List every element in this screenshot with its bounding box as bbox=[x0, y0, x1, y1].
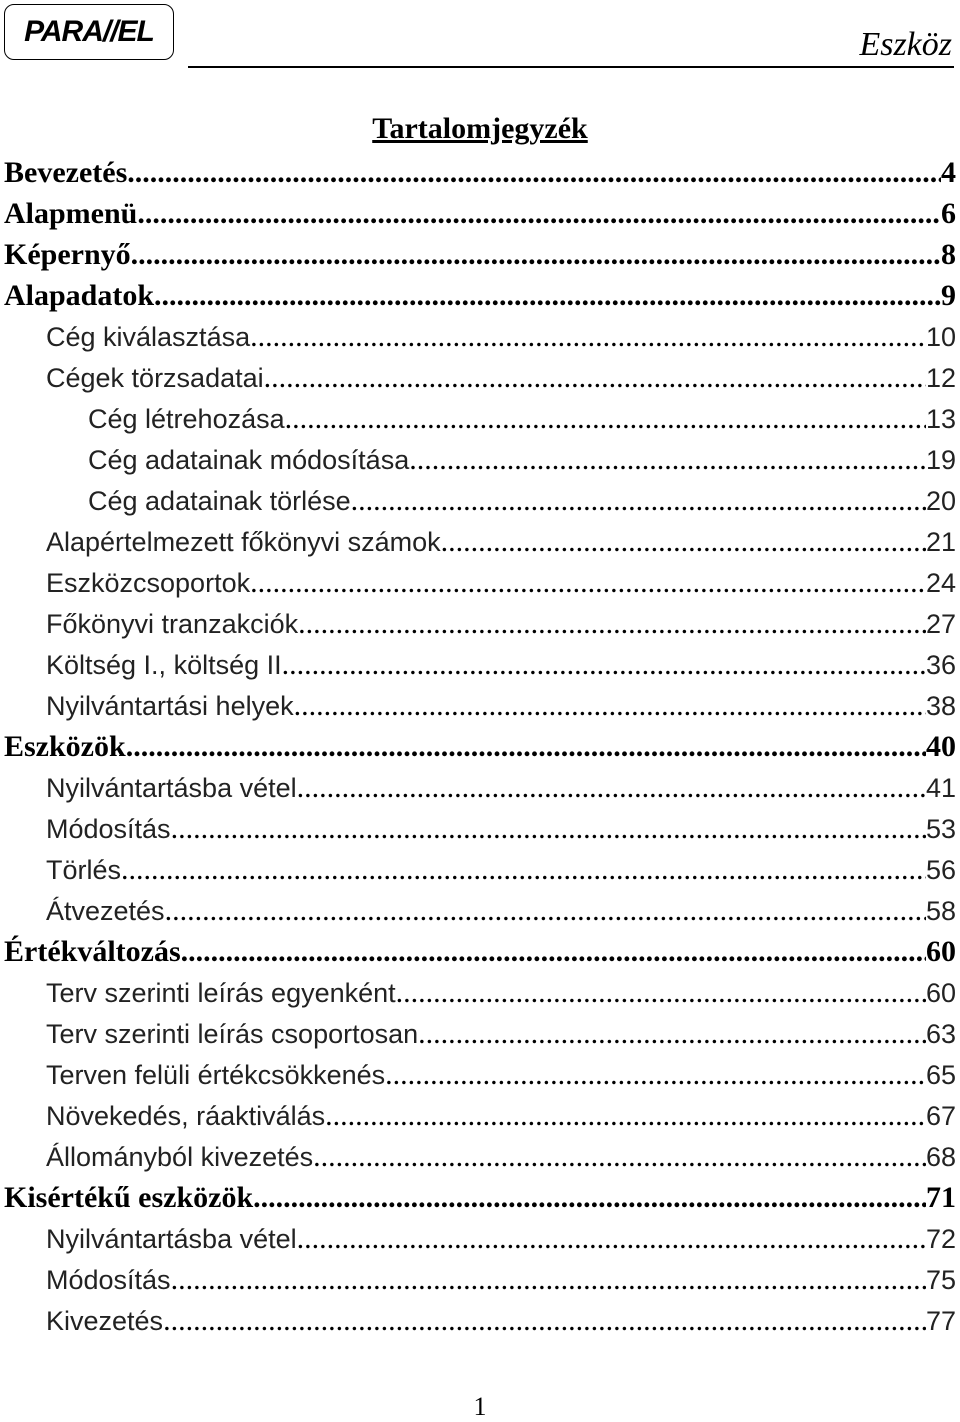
toc-entry-page: 75 bbox=[925, 1265, 956, 1295]
toc-entry-page: 58 bbox=[925, 896, 956, 926]
toc-entry-label: Terv szerinti leírás csoportosan bbox=[46, 1019, 419, 1049]
toc-entry[interactable] bbox=[0, 480, 956, 521]
toc-leader-dots bbox=[131, 234, 941, 275]
toc-entry-label: Eszközcsoportok bbox=[46, 568, 251, 598]
toc-entry-label: Cég létrehozása bbox=[88, 404, 285, 434]
toc-entry-page: 6 bbox=[941, 197, 956, 230]
toc-entry-page: 12 bbox=[925, 363, 956, 393]
toc-entry[interactable] bbox=[0, 808, 956, 849]
toc-entry-label: Növekedés, ráaktiválás bbox=[46, 1101, 326, 1131]
toc-entry-label: Terv szerinti leírás egyenként bbox=[46, 978, 396, 1008]
toc-entry-page: 8 bbox=[941, 238, 956, 271]
toc-entry-page: 53 bbox=[925, 814, 956, 844]
toc-entry-label: Alapmenü bbox=[4, 197, 138, 230]
toc-entry[interactable] bbox=[0, 1136, 956, 1177]
toc-entry-page: 40 bbox=[926, 730, 956, 763]
toc-entry[interactable] bbox=[0, 521, 956, 562]
toc-entry[interactable] bbox=[0, 644, 956, 685]
toc-entry-label: Cég kiválasztása bbox=[46, 322, 251, 352]
toc-entry[interactable] bbox=[0, 849, 956, 890]
toc-entry[interactable] bbox=[0, 1300, 956, 1341]
toc-entry-label: Cég adatainak törlése bbox=[88, 486, 351, 516]
toc-entry[interactable] bbox=[0, 152, 956, 193]
toc-entry[interactable] bbox=[0, 562, 956, 603]
toc-entry-label: Cégek törzsadatai bbox=[46, 363, 264, 393]
toc-entry-page: 65 bbox=[925, 1060, 956, 1090]
toc-leader-dots bbox=[298, 603, 926, 644]
toc-leader-dots bbox=[282, 644, 926, 685]
toc-leader-dots bbox=[121, 849, 926, 890]
toc-entry-label: Módosítás bbox=[46, 1265, 171, 1295]
toc-entry-page: 68 bbox=[925, 1142, 956, 1172]
toc-entry-page: 24 bbox=[925, 568, 956, 598]
toc-entry-page: 41 bbox=[925, 773, 956, 803]
toc-leader-dots bbox=[154, 275, 941, 316]
toc-entry[interactable] bbox=[0, 439, 956, 480]
toc-entry-page: 56 bbox=[925, 855, 956, 885]
toc-leader-dots bbox=[126, 726, 926, 767]
toc-leader-dots bbox=[253, 1177, 926, 1218]
page-number: 1 bbox=[473, 1392, 487, 1421]
toc-entry[interactable] bbox=[0, 1177, 956, 1218]
toc-entry-label: Főkönyvi tranzakciók bbox=[46, 609, 299, 639]
toc-leader-dots bbox=[325, 1095, 926, 1136]
header-rule bbox=[188, 66, 954, 68]
parallel-logo bbox=[4, 4, 174, 60]
toc-entry-label: Értékváltozás bbox=[4, 935, 181, 968]
toc-entry-label: Nyilvántartási helyek bbox=[46, 691, 294, 721]
toc-leader-dots bbox=[409, 439, 926, 480]
toc-entry[interactable] bbox=[0, 1054, 956, 1095]
toc-leader-dots bbox=[418, 1013, 926, 1054]
toc-entry[interactable] bbox=[0, 1095, 956, 1136]
toc-entry[interactable] bbox=[0, 316, 956, 357]
toc-leader-dots bbox=[181, 931, 926, 972]
toc-entry[interactable] bbox=[0, 890, 956, 931]
toc-entry-label: Alapértelmezett főkönyvi számok bbox=[46, 527, 441, 557]
toc-leader-dots bbox=[441, 521, 926, 562]
toc-entry-page: 21 bbox=[925, 527, 956, 557]
toc-leader-dots bbox=[250, 316, 926, 357]
toc-entry-label: Kivezetés bbox=[46, 1306, 164, 1336]
toc-entry-label: Átvezetés bbox=[46, 896, 165, 926]
toc-entry-page: 71 bbox=[926, 1181, 956, 1214]
toc-entry-label: Nyilvántartásba vétel bbox=[46, 1224, 297, 1254]
toc-entry[interactable] bbox=[0, 726, 956, 767]
toc-entry-page: 60 bbox=[925, 978, 956, 1008]
toc-leader-dots bbox=[264, 357, 926, 398]
toc-entry[interactable] bbox=[0, 685, 956, 726]
toc-leader-dots bbox=[285, 398, 926, 439]
toc-leader-dots bbox=[351, 480, 926, 521]
toc-leader-dots bbox=[250, 562, 926, 603]
toc-entry-page: 38 bbox=[925, 691, 956, 721]
toc-entry[interactable] bbox=[0, 1259, 956, 1300]
toc-title: Tartalomjegyzék bbox=[372, 112, 588, 145]
toc-entry[interactable] bbox=[0, 603, 956, 644]
toc-entry-label: Képernyő bbox=[4, 238, 131, 271]
toc-entry[interactable] bbox=[0, 234, 956, 275]
toc-leader-dots bbox=[297, 767, 926, 808]
toc-entry-page: 72 bbox=[925, 1224, 956, 1254]
toc-entry[interactable] bbox=[0, 275, 956, 316]
toc-leader-dots bbox=[396, 972, 926, 1013]
toc-entry-label: Alapadatok bbox=[4, 279, 155, 312]
toc-entry[interactable] bbox=[0, 193, 956, 234]
toc-entry-page: 36 bbox=[925, 650, 956, 680]
toc-entry-label: Nyilvántartásba vétel bbox=[46, 773, 297, 803]
toc-entry-page: 10 bbox=[925, 322, 956, 352]
toc-entry[interactable] bbox=[0, 1013, 956, 1054]
toc-leader-dots bbox=[171, 808, 926, 849]
toc-entry-label: Cég adatainak módosítása bbox=[88, 445, 410, 475]
toc-entry[interactable] bbox=[0, 931, 956, 972]
toc-entry-label: Bevezetés bbox=[4, 156, 128, 189]
toc-leader-dots bbox=[297, 1218, 926, 1259]
toc-entry-page: 9 bbox=[941, 279, 956, 312]
toc-list bbox=[0, 152, 956, 1341]
header-title: Eszköz bbox=[859, 26, 952, 63]
toc-entry-page: 67 bbox=[925, 1101, 956, 1131]
toc-leader-dots bbox=[163, 1300, 926, 1341]
toc-entry-label: Terven felüli értékcsökkenés bbox=[46, 1060, 386, 1090]
logo-text: PARA//EL bbox=[24, 15, 154, 48]
toc-entry-page: 27 bbox=[925, 609, 956, 639]
toc-entry-label: Költség I., költség II bbox=[46, 650, 282, 680]
toc-entry-page: 19 bbox=[925, 445, 956, 475]
toc-entry[interactable] bbox=[0, 972, 956, 1013]
toc-entry[interactable] bbox=[0, 357, 956, 398]
toc-leader-dots bbox=[137, 193, 941, 234]
toc-entry[interactable] bbox=[0, 1218, 956, 1259]
toc-entry-page: 60 bbox=[926, 935, 956, 968]
toc-entry-page: 63 bbox=[925, 1019, 956, 1049]
toc-entry[interactable] bbox=[0, 398, 956, 439]
toc-entry-label: Állományból kivezetés bbox=[46, 1142, 314, 1172]
toc-entry-label: Kisértékű eszközök bbox=[4, 1181, 254, 1214]
toc-entry-page: 4 bbox=[941, 156, 956, 189]
toc-leader-dots bbox=[385, 1054, 926, 1095]
toc-leader-dots bbox=[165, 890, 926, 931]
toc-entry-page: 20 bbox=[925, 486, 956, 516]
toc-leader-dots bbox=[171, 1259, 926, 1300]
toc-leader-dots bbox=[313, 1136, 926, 1177]
toc-leader-dots bbox=[127, 152, 941, 193]
toc-entry-label: Törlés bbox=[46, 855, 122, 885]
toc-leader-dots bbox=[294, 685, 926, 726]
toc-entry[interactable] bbox=[0, 767, 956, 808]
toc-entry-page: 13 bbox=[925, 404, 956, 434]
toc-entry-label: Eszközök bbox=[4, 730, 126, 763]
toc-entry-label: Módosítás bbox=[46, 814, 171, 844]
toc-entry-page: 77 bbox=[925, 1306, 956, 1336]
